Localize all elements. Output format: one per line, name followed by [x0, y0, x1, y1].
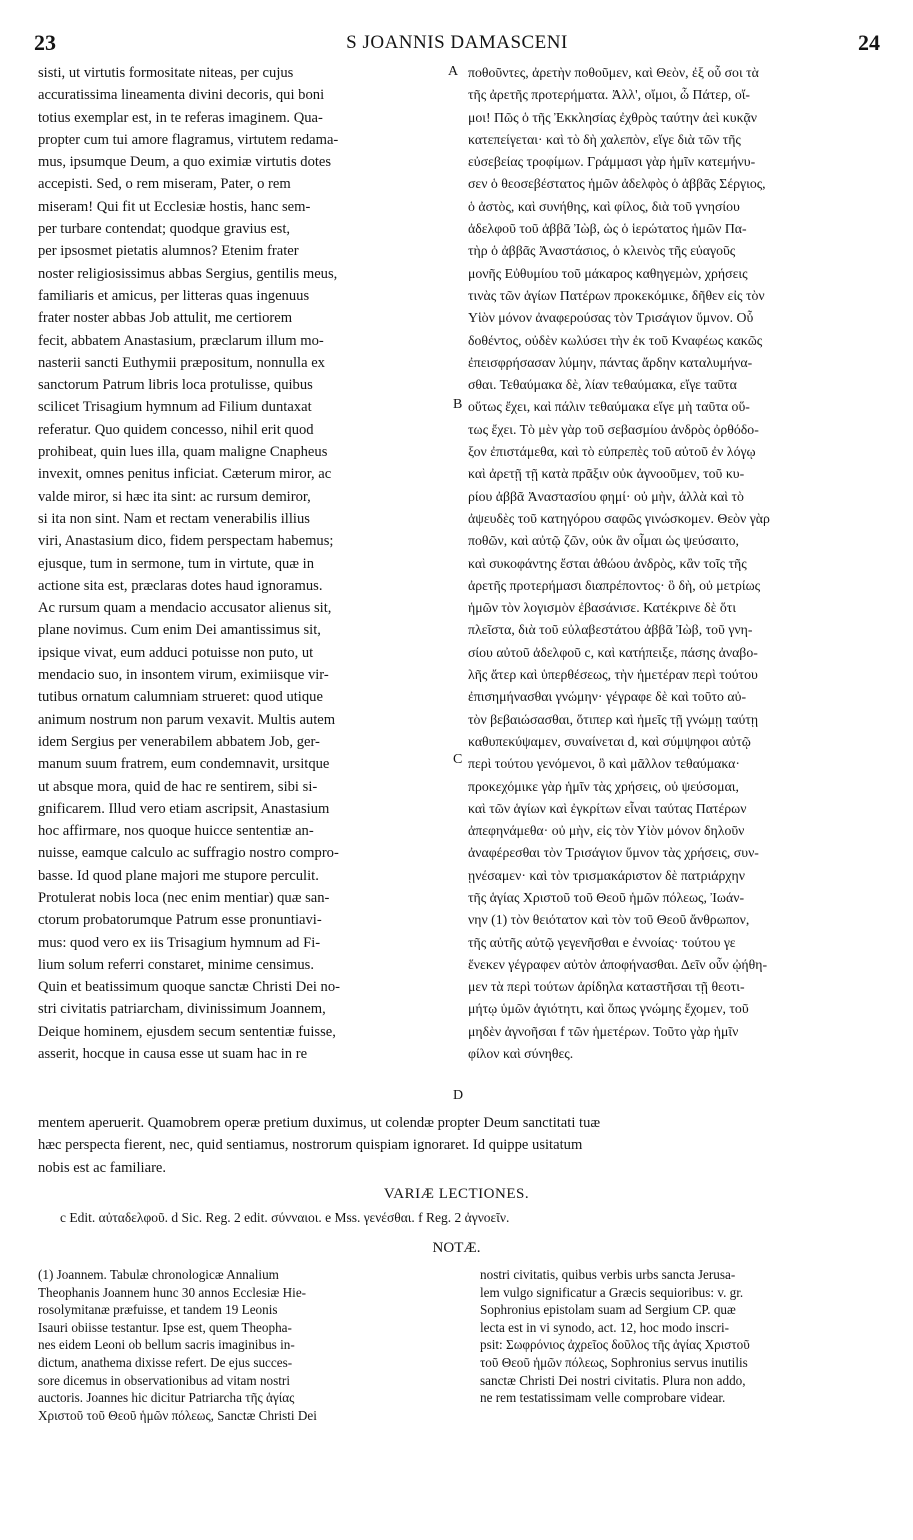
text-line: δοθέντος, οὐδὲν κωλύσει τὴν ἐκ τοῦ Κναφέως κακῶς	[468, 332, 763, 348]
variae-heading: VARIÆ LECTIONES.	[383, 1186, 530, 1202]
text-line: τως ἔχει. Τὸ μὲν γὰρ τοῦ σεβασμίου ἀνδρὸς ὀρθόδο-	[468, 421, 759, 437]
greek-column	[468, 62, 878, 1065]
text-line: σεν ὁ θεοσεβέστατος ἡμῶν ἀδελφὸς ὁ ἀββᾶς Σέργιος,	[468, 176, 766, 192]
text-line: σίου αὐτοῦ ἀδελφοῦ c, καὶ κατήπειξε, πάσης ἀναβο-	[468, 644, 758, 660]
notes-left-column	[38, 1266, 458, 1424]
text-line: hoc affirmare, nos quoque huicce sententiæ an-	[38, 823, 314, 840]
text-line: μήτῳ ὑμῶν ἁγιότητι, καὶ ὅπως γνώμης ἔχομεν, τοῦ	[468, 1001, 749, 1017]
text-line: τὸν βεβαιώσασθαι, ὅτιπερ καὶ ἡμεῖς τῇ γνώμῃ ταύτῃ	[468, 711, 759, 727]
notae-heading: NOTÆ.	[432, 1240, 481, 1256]
margin-letter-d: D	[453, 1088, 464, 1103]
text-line: valde miror, si hæc ita sint: ac rursum demiror,	[38, 488, 311, 505]
text-line: stri civitatis patriarcham, divinissimum Joannem,	[38, 1001, 326, 1018]
text-line: si ita non sint. Nam et rectam venerabilis illius	[38, 510, 310, 527]
running-title: S JOANNIS DAMASCENI	[346, 32, 568, 53]
text-line: καθυπεκύψαμεν, συναίνεται d, καὶ σύμψηφοι αὐτῷ	[468, 733, 751, 749]
text-line: ἀρετῆς προτερήμασι διαπρέποντος· ὃ δὴ, οὐ μετρίως	[468, 577, 761, 593]
text-line: nasterii sancti Euthymii præpositum, nonnulla ex	[38, 354, 325, 371]
text-line: φίλον καὶ σύνηθες.	[468, 1046, 574, 1062]
text-line: πλεῖστα, διὰ τοῦ εὐλαβεστάτου ἀββᾶ Ἰὼβ, τοῦ γνη-	[468, 622, 753, 638]
text-line: καὶ συκοφάντης ἔσται ἀθώου ἀνδρὸς, κἂν τοῖς τῆς	[468, 555, 747, 571]
text-line: ὁ ἀστὸς, καὶ συνήθης, καὶ φίλος, διὰ τοῦ γνησίου	[468, 198, 740, 214]
text-line: τὴρ ὁ ἀββᾶς Ἀναστάσιος, ὁ κλεινὸς τῆς εὐαγοῦς	[468, 243, 736, 259]
margin-letter-c: C	[453, 752, 463, 767]
text-line: sanctorum Patrum libris loca protulisse, quibus	[38, 377, 313, 394]
text-line: basse. Id quod plane majori me stupore perculit.	[38, 867, 319, 884]
text-line: Quin et beatissimum quoque sanctæ Christi Dei no-	[38, 979, 340, 996]
text-line: ξον ἐπιστάμεθα, καὶ τὸ εὐπρεπὲς τοῦ αὐτοῦ ἐν λόγῳ	[468, 444, 756, 460]
text-line: Χριστοῦ τοῦ Θεοῦ ἡμῶν πόλεως, Sanctæ Christi Dei	[38, 1407, 317, 1423]
text-line: scilicet Trisagium hymnum ad Filium duntaxat	[38, 399, 312, 416]
text-line: τῆς αὐτῆς αὐτῷ γεγενῆσθαι e ἐννοίας· τούτου γε	[468, 934, 736, 950]
text-line: actione sita est, præclaras dotes haud ignoramus.	[38, 577, 323, 594]
page-number-left: 23	[34, 30, 56, 55]
text-line: Deique hominem, ejusdem secum sententiæ fuisse,	[38, 1023, 336, 1040]
text-line: per ipsosmet pietatis alumnos? Etenim frater	[38, 243, 299, 260]
text-line: rosolymitanæ præfuisse, et tandem 19 Leonis	[38, 1302, 278, 1318]
text-line: ipsique vivat, eum adduci potuisse non puto, ut	[38, 644, 314, 661]
text-line: Isauri obiisse testantur. Ipse est, quem Theopha-	[38, 1319, 292, 1335]
text-line: ἀψευδὲς τοῦ κατηγόρου σαφῶς γινώσκομεν. Θεὸν γὰρ	[468, 510, 770, 526]
text-line: ποθῶν, καὶ αὐτῷ ζῶν, οὐκ ἂν οἶμαι ὡς ψεύσαιτο,	[468, 533, 739, 549]
text-line: asserit, hocque in causa esse ut suam hac in re	[38, 1046, 308, 1063]
text-line: accuratissima lineamenta divini decoris, qui boni	[38, 87, 325, 104]
text-line: accepisti. Sed, o rem miseram, Pater, o rem	[38, 176, 291, 193]
text-line: totius exemplar est, in te referas imaginem. Qua-	[38, 109, 323, 126]
margin-letter-b: B	[453, 397, 463, 412]
text-line: ῃνέσαμεν· καὶ τὸν τρισμακάριστον δὲ πατριάρχην	[468, 867, 745, 883]
text-line: mendacio suo, in insontem virum, eximiisque vir-	[38, 667, 329, 684]
running-header	[34, 30, 880, 58]
text-line: μηδὲν ἀγνοῆσαι f τῶν ἡμετέρων. Τοῦτο γὰρ ἡμῖν	[468, 1023, 739, 1039]
text-line: περὶ τούτου γενόμενοι, ὃ καὶ μᾶλλον τεθαύμακα·	[468, 756, 740, 772]
text-line: καὶ ἀρετῇ τῇ κατὰ πρᾶξιν οὐκ ἀγνοοῦμεν, τοῦ κυ-	[468, 466, 745, 482]
text-line: nuisse, eamque calculo ac suffragio nostro compro-	[38, 845, 339, 862]
text-line: viri, Anastasium dico, fidem perspectam habemus;	[38, 533, 334, 550]
text-line: tutibus ornatum calumniam strueret: quod utique	[38, 689, 323, 706]
latin-column	[38, 62, 450, 1065]
text-line: miseram! Qui fit ut Ecclesiæ hostis, hanc sem-	[38, 198, 311, 215]
text-line: animum nostrum non parum vexavit. Multis autem	[38, 711, 336, 728]
text-line: εὐσεβείας τροφίμων. Γράμμασι γὰρ ἡμῖν κατεμήνυ-	[468, 154, 756, 170]
text-line: nes eidem Leoni ob bellum sacris imaginibus in-	[38, 1337, 295, 1353]
text-line: ἀπεφηνάμεθα· οὐ μὴν, εἰς τὸν Υἱὸν μόνον δηλοῦν	[468, 823, 745, 839]
text-line: ejusque, tum in sermone, tum in virtute, quæ in	[38, 555, 315, 572]
text-line: Υἱὸν μόνον ἀναφερούσας τὸν Τρισάγιον ὕμνον. Οὗ	[468, 310, 754, 326]
text-line: τοῦ Θεοῦ ἡμῶν πόλεως, Sophronius servus inutilis	[480, 1354, 748, 1370]
text-line: Ac rursum quam a mendacio accusator alienus sit,	[38, 600, 332, 617]
text-line: referatur. Quo quidem concesso, nihil erit quod	[38, 421, 314, 438]
text-line: lium solum referri constaret, minime censimus.	[38, 956, 314, 973]
text-line: sore dicemus in observationibus ad vitam nostri	[38, 1372, 290, 1388]
text-line: fecit, abbatem Anastasium, præclarum illum mo-	[38, 332, 324, 349]
variae-text: c Edit. αὐταδελφοῦ. d Sic. Reg. 2 edit. σύνναιοι. e Mss. γενέσθαι. f Reg. 2 ἀγνοεῖν.	[60, 1210, 510, 1225]
text-line: manum suum fratrem, eum condemnavit, ursitque	[38, 756, 330, 773]
text-line: mus: quod vero ex iis Trisagium hymnum ad Fi-	[38, 934, 321, 951]
text-line: προκεχόμικε γὰρ ἡμῖν τὰς χρήσεις, οὐ ψεύσομαι,	[468, 778, 739, 794]
text-line: ἀδελφοῦ τοῦ ἀββᾶ Ἰὼβ, ὡς ὁ ἱερώτατος ἡμῶν Πα-	[468, 221, 747, 237]
text-line: gnificarem. Illud vero etiam ascripsit, Anastasium	[38, 800, 330, 817]
text-line: Protulerat nobis loca (nec enim mentiar) quæ san-	[38, 889, 330, 906]
text-line: lecta est in vi synodo, act. 12, hoc modo inscri-	[480, 1319, 730, 1335]
text-line: familiaris et amicus, per litteras quas ingenuus	[38, 287, 310, 304]
text-line: ne rem testatissimam velle comprobare videar.	[480, 1390, 726, 1406]
text-line: dictum, anathema dixisse refert. De ejus succes-	[38, 1354, 293, 1370]
text-line: ἡμῶν τὸν λογισμὸν ἐβασάνισε. Κατέκρινε δὲ ὅτι	[468, 600, 737, 616]
text-line: Theophanis Joannem hunc 30 annos Ecclesiæ Hie-	[38, 1284, 307, 1300]
text-line: νην (1) τὸν θειότατον καὶ τὸν τοῦ Θεοῦ ἄνθρωπον,	[468, 912, 750, 928]
text-line: τινὰς τῶν ἁγίων Πατέρων προκεκόμικε, δῆθεν εἰς τὸν	[468, 287, 765, 303]
text-line: nostri civitatis, quibus verbis urbs sancta Jerusa-	[480, 1267, 736, 1282]
text-line: λῆς ἄτερ καὶ ὑπερθέσεως, τὴν ἡμετέραν περὶ τούτου	[468, 667, 758, 683]
text-line: mentem aperuerit. Quamobrem operæ pretium duximus, ut colendæ propter Deum sanctitati tuæ	[38, 1115, 601, 1131]
text-line: idem Sergius per venerabilem abbatem Job, ger-	[38, 733, 320, 750]
text-line: ut absque mora, quid de hac re sentirem, sibi si-	[38, 778, 318, 795]
text-line: noster religiosissimus abbas Sergius, gentilis meus,	[38, 265, 338, 282]
text-line: propter cum tui amore flagramus, virtutem redama-	[38, 131, 339, 148]
text-line: sanctæ Christi Dei nostri civitatis. Plura non addo,	[480, 1372, 746, 1388]
text-line: plane novimus. Cum enim Dei amantissimus sit,	[38, 622, 321, 639]
text-line: Sophronius epistolam suam ad Sergium CP. quæ	[480, 1302, 736, 1318]
text-line: ἕνεκεν γέγραφεν αὐτὸν ἀποφήνασθαι. Δεῖν οὖν ᾠήθη-	[468, 956, 768, 972]
text-line: auctoris. Joannes hic dicitur Patriarcha τῆς ἁγίας	[38, 1390, 295, 1406]
text-line: οὕτως ἔχει, καὶ πάλιν τεθαύμακα εἴγε μὴ ταῦτα οὕ-	[468, 399, 750, 415]
text-line: σθαι. Τεθαύμακα δὲ, λίαν τεθαύμακα, εἴγε ταῦτα	[468, 377, 737, 393]
text-line: ποθοῦντες, ἀρετὴν ποθοῦμεν, καὶ Θεὸν, ἐξ οὗ σοι τὰ	[468, 65, 759, 80]
text-line: lem vulgo significatur a Græcis sequioribus: v. gr.	[480, 1284, 744, 1300]
full-width-text	[38, 1112, 880, 1179]
text-line: ctorum probatorumque Patrum esse pronuntiavi-	[38, 912, 322, 929]
text-line: μοι! Πῶς ὁ τῆς Ἐκκλησίας ἐχθρὸς ταύτην ἀεὶ κυκᾷν	[468, 109, 757, 125]
text-line: κατεπείγεται· καὶ τὸ δὴ χαλεπὸν, εἴγε διὰ τῶν τῆς	[468, 131, 741, 147]
text-line: τῆς ἀρετῆς προτερήματα. Ἀλλ', οἴμοι, ὦ Πάτερ, οἴ-	[468, 87, 751, 103]
text-line: καὶ τῶν ἁγίων καὶ ἐγκρίτων εἶναι ταύτας Πατέρων	[468, 800, 747, 816]
text-line: τῆς ἁγίας Χριστοῦ τοῦ Θεοῦ ἡμῶν πόλεως, Ἰωάν-	[468, 889, 745, 905]
text-line: sisti, ut virtutis formositate niteas, per cujus	[38, 65, 294, 81]
margin-letter-a: A	[448, 64, 459, 79]
text-line: invexit, omnes penitus inficiat. Cæterum miror, ac	[38, 466, 332, 483]
notes-right-column	[480, 1266, 880, 1407]
text-line: μεν τὰ περὶ τούτων ἀρίδηλα καταστῆσαι τῇ θεοτι-	[468, 979, 745, 995]
text-line: ἐπεισφρήσασαν λύμην, πάντας ἄρδην καταλυμήνα-	[468, 354, 753, 370]
text-line: mus, ipsumque Deum, a quo eximiæ virtutis dotes	[38, 154, 332, 171]
page-number-right: 24	[858, 30, 880, 55]
text-line: ἀναφέρεσθαι τὸν Τρισάγιον ὕμνον τὰς χρήσεις, συν-	[468, 845, 759, 861]
text-line: hæc perspecta fierent, nec, quid sentiamus, nostrorum quispiam ignoraret. Id quippe usitatum	[38, 1137, 583, 1154]
text-line: nobis est ac familiare.	[38, 1159, 167, 1176]
text-line: (1) Joannem. Tabulæ chronologicæ Annalium	[38, 1267, 279, 1282]
text-line: frater noster abbas Job attulit, me certiorem	[38, 310, 293, 327]
text-line: per turbare contendat; quodque gravius est,	[38, 221, 291, 238]
text-line: psit: Σωφρόνιος ἀχρεῖος δοῦλος τῆς ἁγίας Χριστοῦ	[480, 1337, 750, 1353]
text-line: μονῆς Εὐθυμίου τοῦ μάκαρος καθηγεμὼν, χρήσεις	[468, 265, 748, 281]
text-line: prohibeat, quin lues illa, quam maligne Cnapheus	[38, 444, 328, 461]
text-line: ρίου ἀββᾶ Ἀναστασίου φημί· οὐ μὴν, ἀλλὰ καὶ τὸ	[468, 488, 744, 504]
text-line: ἐπισημήνασθαι γνώμην· γέγραφε δὲ καὶ τοῦτο αὐ-	[468, 689, 747, 705]
